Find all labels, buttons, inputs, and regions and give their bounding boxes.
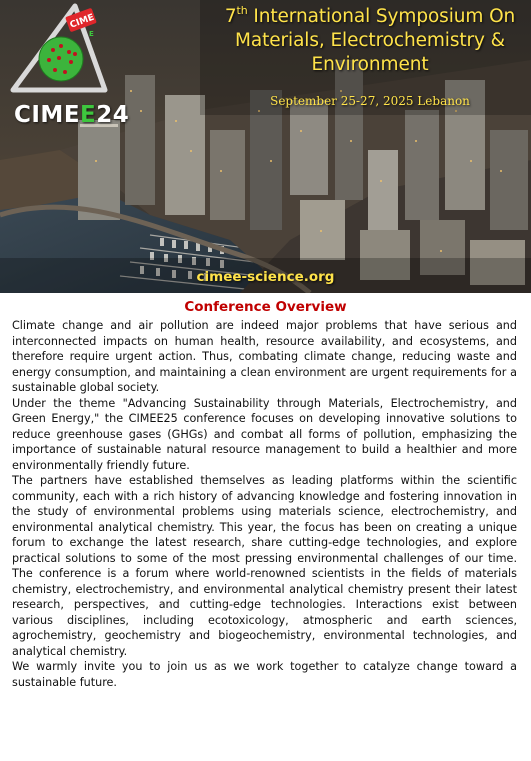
brand-accent: E [80,102,97,128]
edition-number: 7 [224,6,237,27]
brand-suffix: 24 [96,102,130,128]
event-dates: September 25-27, 2025 Lebanon [270,94,470,108]
website-link[interactable]: cimee-science.org [196,269,335,285]
hero-banner [0,0,531,293]
paragraph: Under the theme "Advancing Sustainability through Materials, Electrochemistry, and Green Energy," the CIMEE25 conference focuses on developing innovative solutions to reduce greenhouse gases (GHGs) and combat all forms of pollution, emphasizing the importance of sustainable natural resource management to build a healthier and more environmentally friendly future. [12,396,517,472]
paragraph: Climate change and air pollution are indeed major problems that have serious and interconnected impacts on human health, resource availability, and ecosystems, and therefore require urgent action. Thus, combating climate change, reducing waste and energy consumption, and maintaining a clean environment are urgent requirements for a sustainable global society. [12,319,517,394]
paragraph: We warmly invite you to join us as we work together to catalyze change toward a sustainable future. [12,660,517,689]
brand-prefix: CIME [14,102,81,128]
logo-badge-text: CIME [68,12,96,31]
brand-wordmark [14,101,129,129]
overview-body [12,318,517,690]
paragraph: The partners have established themselves as leading platforms within the scientific community, each with a rich history of advancing knowledge and fostering innovation in the study of environmental problems using materials science, electrochemistry, and environmental analytical chemistry. This year, the focus has been on creating a unique forum to exchange the latest research, share cutting-edge technologies, and explore practical solutions to some of the most pressing environmental challenges of our time. The conference is a forum where world-renowned scientists in the fields of materials chemistry, electrochemistry, and environmental analytical chemistry present their latest research, perspectives, and cutting-edge technologies. Interactions exist between various disciplines, including ecotoxicology, atmospheric and earth sciences, agrochemistry, geochemistry and biogeochemistry, environmental technologies, and analytical chemistry. [12,474,517,658]
cimee-logo-icon [9,2,109,102]
symposium-title [212,5,528,77]
section-heading: Conference Overview [184,299,347,315]
title-text: International Symposium On Materials, Electrochemistry & Environment [234,6,516,75]
logo-badge-e: E [89,30,94,38]
edition-suffix: th [236,4,248,17]
